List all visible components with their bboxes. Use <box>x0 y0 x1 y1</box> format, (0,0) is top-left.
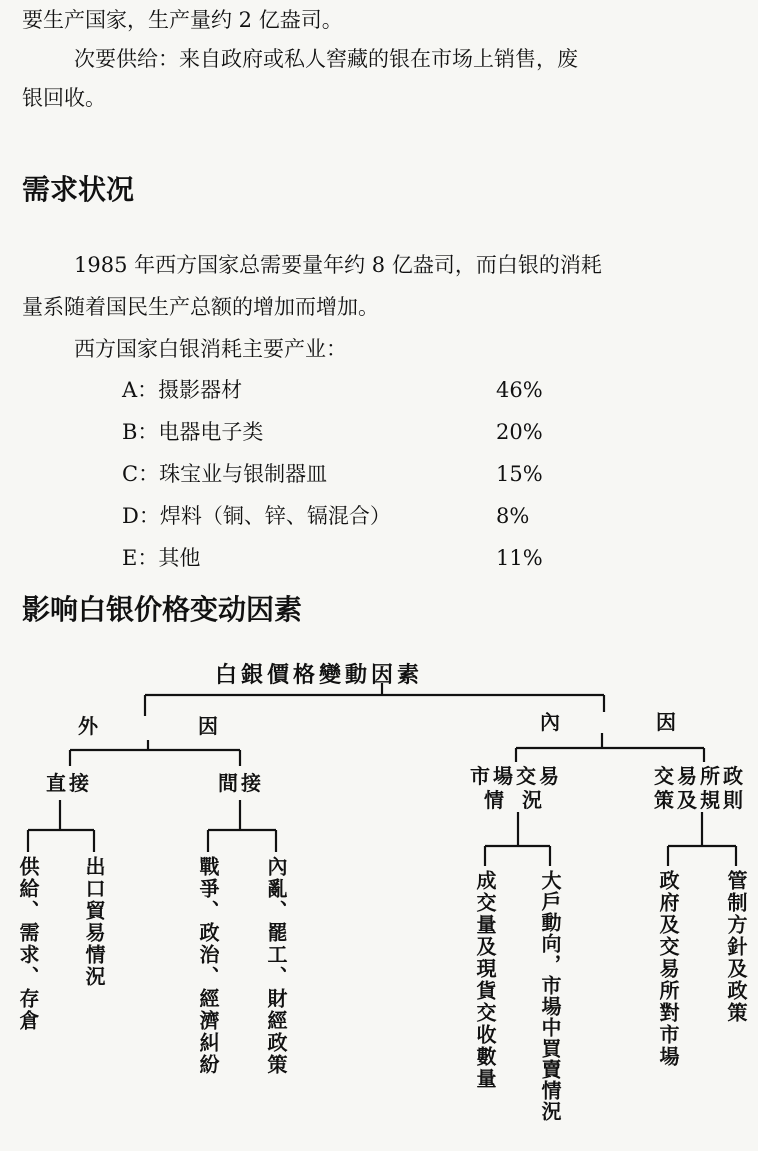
direct-node: 直接 <box>46 771 92 795</box>
industry-percent: 20% <box>496 420 543 444</box>
leaf-unrest-fiscal: 內亂、罷工、財經政策 <box>264 856 288 1076</box>
industry-label: E：其他 <box>122 546 201 570</box>
leaf-war-politics: 戰爭、政治、經濟糾紛 <box>196 856 220 1076</box>
supply-line-3: 银回收。 <box>22 86 106 110</box>
rules-node-line-2: 策及規則 <box>654 788 746 812</box>
leaf-trade-volume: 成交量及現貨交收數量 <box>473 870 497 1090</box>
demand-para-line-1: 1985 年西方国家总需要量年约 8 亿盎司，而白银的消耗 <box>74 253 602 277</box>
market-node-line-2: 情況 <box>484 788 560 812</box>
leaf-supply-demand: 供給、需求、存倉 <box>16 856 40 1032</box>
demand-para-line-2: 量系随着国民生产总额的增加而增加。 <box>22 295 379 319</box>
industry-percent: 46% <box>496 378 543 402</box>
diagram-root: 白銀價格變動因素 <box>215 663 424 688</box>
supply-line-1: 要生产国家，生产量约 2 亿盎司。 <box>22 8 343 32</box>
market-node-line-1: 市場交易 <box>470 764 562 788</box>
rules-node-line-1: 交易所政 <box>654 764 746 788</box>
leaf-export-trade: 出口貿易情況 <box>82 856 106 988</box>
leaf-gov-exchange: 政府及交易所對市場 <box>656 870 680 1068</box>
leaf-big-players: 大戶動向，市場中買賣情況 <box>538 870 562 1122</box>
internal-factor-label-2: 因 <box>656 710 679 734</box>
industry-label: D：焊料（铜、锌、镉混合） <box>122 504 391 528</box>
supply-line-2: 次要供给：来自政府或私人窖藏的银在市场上销售，废 <box>74 47 578 71</box>
industry-percent: 8% <box>496 504 530 528</box>
factors-heading: 影响白银价格变动因素 <box>22 593 303 626</box>
industry-percent: 15% <box>496 462 543 486</box>
indirect-node: 間接 <box>218 771 264 795</box>
external-factor-label-2: 因 <box>198 714 221 738</box>
internal-factor-label-1: 內 <box>540 710 563 734</box>
external-factor-label-1: 外 <box>78 714 101 738</box>
industry-percent: 11% <box>496 546 543 570</box>
leaf-control-policy: 管制方針及政策 <box>724 870 748 1024</box>
industry-label: C：珠宝业与银制器皿 <box>122 462 328 486</box>
industry-label: B：电器电子类 <box>122 420 264 444</box>
industry-list-intro: 西方国家白银消耗主要产业： <box>74 337 347 361</box>
industry-label: A：摄影器材 <box>122 378 243 402</box>
demand-heading: 需求状况 <box>22 173 135 206</box>
